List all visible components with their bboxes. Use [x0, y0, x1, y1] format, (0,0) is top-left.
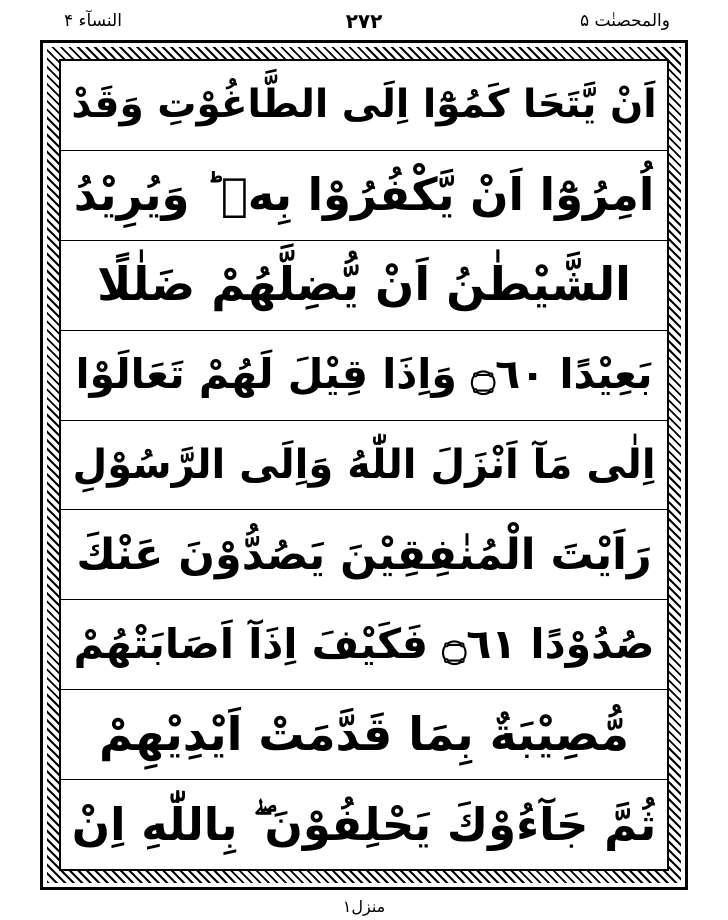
verse-line-text: اُمِرُوْٓا اَنْ يَّكْفُرُوْا بِهٖ ؕ وَيُرِيْدُ [73, 168, 655, 222]
verse-line-5 [61, 421, 667, 511]
page-border [40, 40, 688, 890]
verse-line-text: اِلٰى مَآ اَنْزَلَ اللّٰهُ وَاِلَى الرَّسُوْلِ [72, 442, 656, 488]
manzil-label: منزل۱ [342, 897, 386, 916]
juz-name-label: والمحصنٰت ۵ [579, 11, 670, 31]
verse-line-8 [61, 690, 667, 780]
verse-line-6 [61, 510, 667, 600]
verse-line-7 [61, 600, 667, 690]
verse-line-3 [61, 241, 667, 331]
verse-line-text: اَنْ يَّتَحَا كَمُوْٓا اِلَى الطَّاغُوْتِ وَقَدْ [71, 82, 657, 128]
verse-line-text: الشَّيْطٰنُ اَنْ يُّضِلَّهُمْ ضَلٰلًا [97, 257, 631, 312]
verse-line-text: رَاَيْتَ الْمُنٰفِقِيْنَ يَصُدُّوْنَ عَنْكَ [76, 529, 652, 580]
page-number: ۲۷۲ [345, 9, 383, 33]
verse-line-9 [61, 780, 667, 869]
verse-line-1 [61, 61, 667, 151]
text-area [59, 59, 669, 871]
verse-line-4 [61, 331, 667, 421]
verse-line-text: ثُمَّ جَآءُوْكَ يَحْلِفُوْنَ ۖ بِاللّٰهِ اِنْ [71, 797, 657, 851]
verse-line-text: بَعِيْدًا ۝٦٠ وَاِذَا قِيْلَ لَهُمْ تَعَالَوْا [75, 350, 653, 399]
verse-line-text: مُّصِيْبَةٌ بِمَا قَدَّمَتْ اَيْدِيْهِمْ [99, 706, 629, 761]
verse-line-text: صُدُوْدًا ۝٦١ فَكَيْفَ اِذَآ اَصَابَتْهُمْ [73, 619, 655, 668]
verse-line-2 [61, 151, 667, 241]
page-header [40, 8, 688, 34]
surah-name-label: النسآء ۴ [64, 11, 122, 31]
